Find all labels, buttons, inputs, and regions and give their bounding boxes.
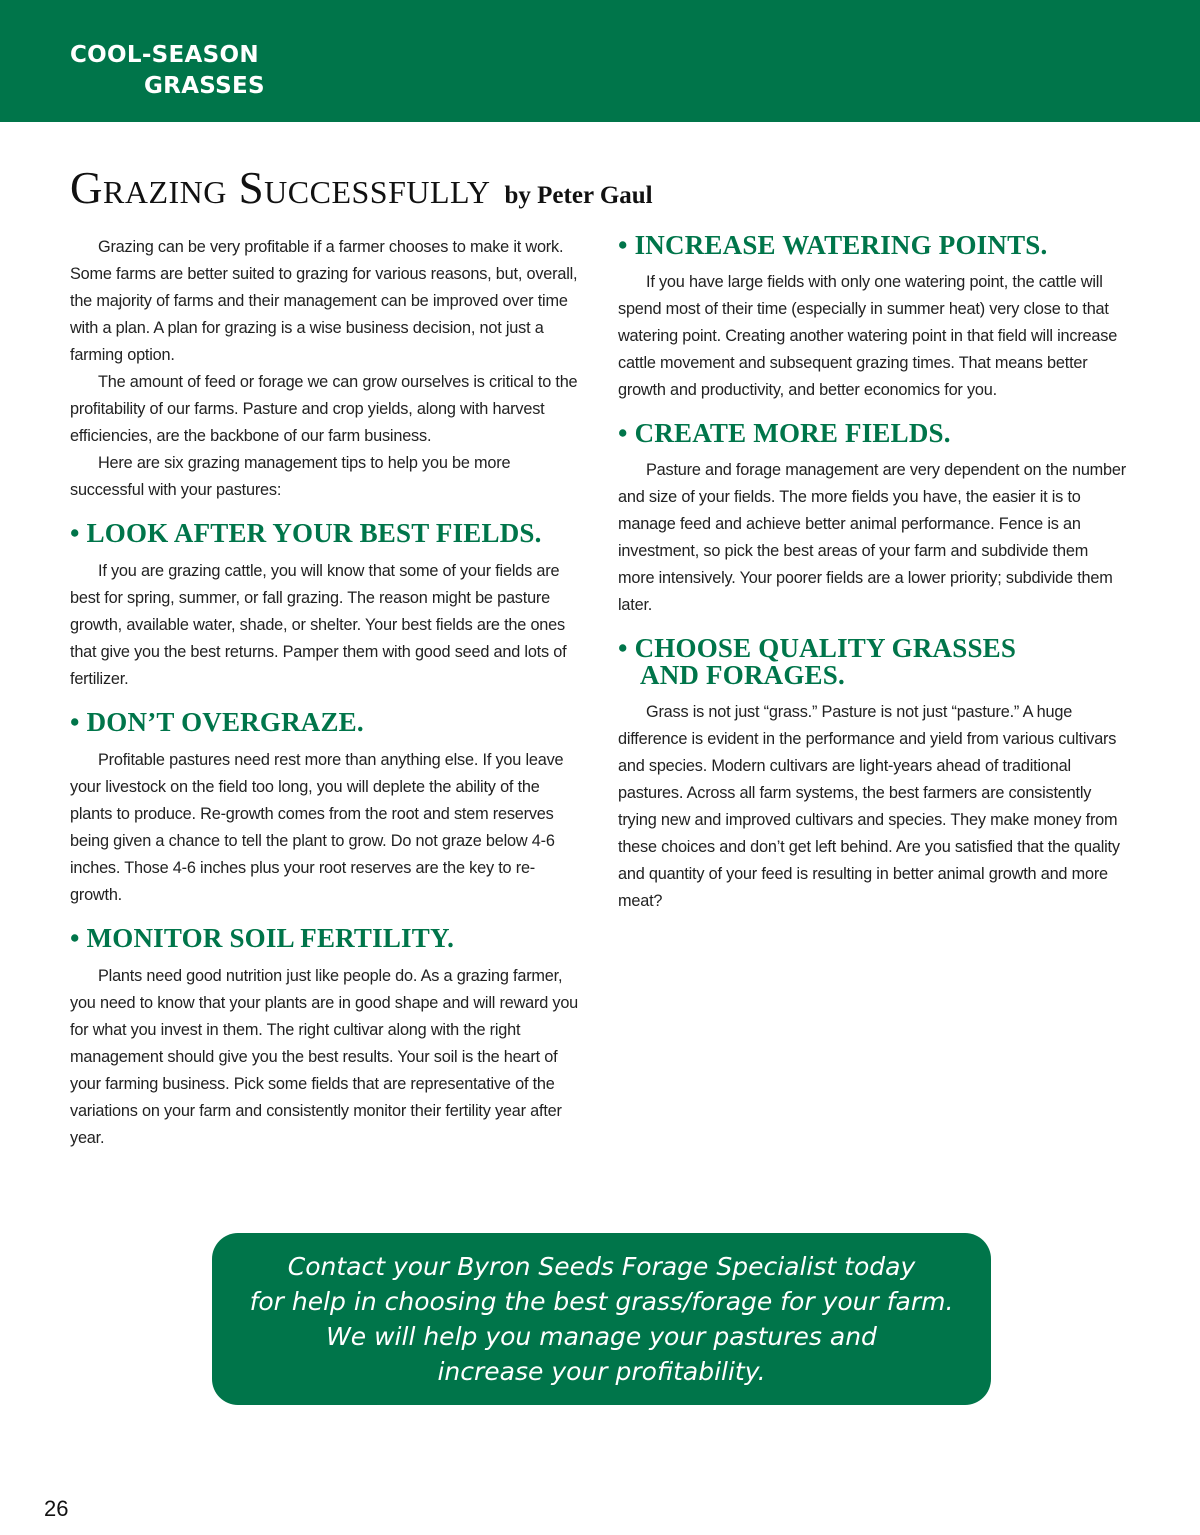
right-column (618, 232, 1128, 915)
article-title: Grazing Successfully (70, 163, 491, 213)
tip-heading: • CHOOSE QUALITY GRASSES (618, 633, 1017, 663)
tip-heading: • CREATE MORE FIELDS. (618, 418, 951, 448)
intro-paragraph: Here are six grazing management tips to help you be more successful with your pastures: (70, 454, 511, 499)
intro-paragraph: Grazing can be very profitable if a farmer chooses to make it work. Some farms are better suited to grazing for various reasons, but, overall, the majority of farms and their management can be improved over time with a plan. A plan for grazing is a wise business decision, not just a farming option. (70, 238, 578, 364)
tip-heading: • INCREASE WATERING POINTS. (618, 230, 1048, 260)
article-byline: by Peter Gaul (504, 182, 653, 209)
tip-body: If you have large fields with only one watering point, the cattle will spend most of their time (especially in summer heat) very close to that watering point. Creating another watering point in that field will increase cattle movement and subsequent grazing times. That means better growth and productivity, and better economics for you. (618, 273, 1118, 399)
tip-body: Profitable pastures need rest more than anything else. If you leave your livestock on the field too long, you will deplete the ability of the plants to produce. Re-growth comes from the root and stem reserves being given a chance to tell the plant to grow. Do not graze below 4-6 inches. Those 4-6 inches plus your root reserves are the key to re-growth. (70, 751, 564, 904)
tip-heading: • LOOK AFTER YOUR BEST FIELDS. (70, 518, 542, 548)
tip-body: Grass is not just “grass.” Pasture is not just “pasture.” A huge difference is evident in the performance and yield from various cultivars and species. Modern cultivars are light-years ahead of traditional pastures. Across all farm systems, the best farmers are consistently trying new and improved cultivars and species. They make money from these choices and don’t get left behind. Are you satisfied that the quality and quantity of your feed is resulting in better animal growth and more meat? (618, 703, 1120, 910)
tip-heading: • DON’T OVERGRAZE. (70, 707, 364, 737)
tip-body: Plants need good nutrition just like people do. As a grazing farmer, you need to know that your plants are in good shape and will reward you for what you invest in them. The right cultivar along with the right management should give you the best results. Your soil is the heart of your farming business. Pick some fields that are representative of the variations on your farm and consistently monitor their fertility year after year. (70, 967, 579, 1147)
callout-line: Contact your Byron Seeds Forage Specialist today (287, 1252, 916, 1281)
callout-line: for help in choosing the best grass/forage for your farm. (249, 1287, 954, 1316)
left-column (70, 234, 585, 1152)
tip-heading: • MONITOR SOIL FERTILITY. (70, 923, 455, 953)
section-banner (0, 0, 1200, 122)
contact-callout (212, 1233, 991, 1405)
article-title-block (70, 162, 653, 214)
section-title-line1: COOL-SEASON (70, 42, 259, 68)
callout-line: We will help you manage your pastures and (326, 1322, 877, 1351)
tip-heading-continuation: AND FORAGES. (640, 660, 845, 690)
tip-body: Pasture and forage management are very dependent on the number and size of your fields. The more fields you have, the easier it is to manage feed and achieve better animal performance. Fence is an investment, so pick the best areas of your farm and subdivide them more intensively. Your poorer fields are a lower priority; subdivide them later. (618, 461, 1126, 614)
tip-heading-block (618, 635, 1128, 689)
tip-body: If you are grazing cattle, you will know that some of your fields are best for spring, summer, or fall grazing. The reason might be pasture growth, available water, shade, or shelter. Your best fields are the ones that give you the best returns. Pamper them with good seed and lots of fertilizer. (70, 562, 567, 688)
intro-paragraph: The amount of feed or forage we can grow ourselves is critical to the profitability of our farms. Pasture and crop yields, along with harvest efficiencies, are the backbone of our farm business. (70, 373, 578, 445)
section-title-line2: GRASSES (144, 73, 265, 99)
callout-line: increase your profitability. (437, 1357, 766, 1386)
page-number: 26 (44, 1496, 69, 1521)
